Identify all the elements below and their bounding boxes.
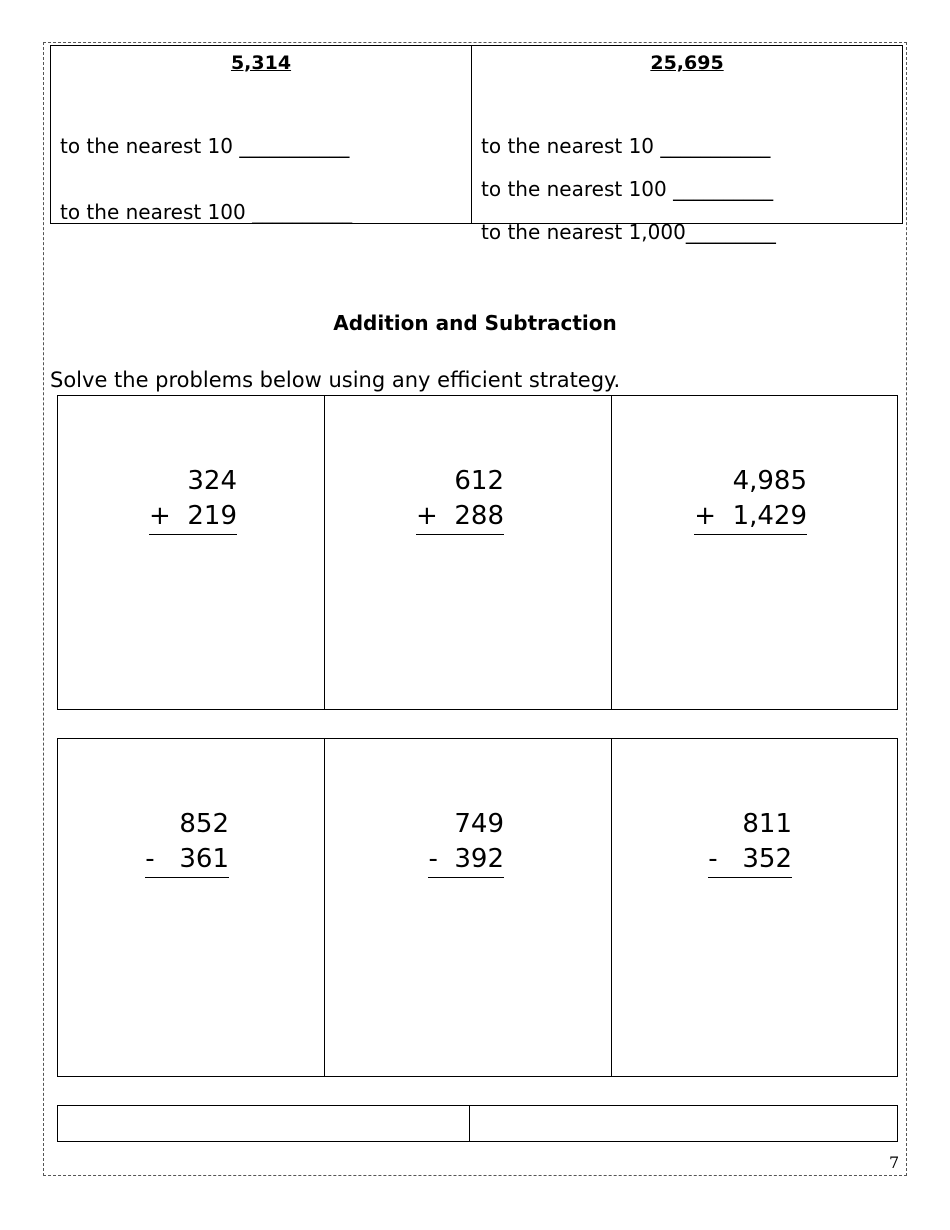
problem-bottom-line: - 392: [428, 842, 504, 878]
addition-problem: [694, 464, 807, 535]
problem-bottom-line: - 361: [145, 842, 229, 878]
rounding-table: [50, 45, 903, 244]
bottom-table-cell[interactable]: [58, 1106, 470, 1141]
rounding-number: 25,695: [650, 52, 724, 74]
problem-cell[interactable]: [58, 396, 325, 709]
subtraction-problem: [428, 807, 504, 878]
rounding-cell-1: [51, 46, 472, 223]
problem-cell[interactable]: [612, 396, 897, 709]
rounding-line-nearest-1000: to the nearest 1,000_________: [481, 220, 776, 244]
problem-top-number: 612: [454, 466, 504, 496]
page-number: 7: [889, 1153, 900, 1172]
subtraction-problem: [708, 807, 792, 878]
bottom-table: [57, 1105, 898, 1142]
rounding-line-nearest-100: to the nearest 100 __________: [481, 177, 774, 201]
problem-cell[interactable]: [612, 739, 897, 1076]
problem-bottom-line: + 1,429: [694, 499, 807, 535]
rounding-line-nearest-100: to the nearest 100 __________: [60, 200, 353, 224]
addition-problem: [149, 464, 237, 535]
problem-bottom-line: + 219: [149, 499, 237, 535]
section-title: Addition and Subtraction: [333, 311, 617, 335]
problem-cell[interactable]: [58, 739, 325, 1076]
rounding-line-nearest-10: to the nearest 10 ___________: [60, 134, 350, 158]
problem-cell[interactable]: [325, 396, 612, 709]
problem-bottom-line: - 352: [708, 842, 792, 878]
problem-top-number: 852: [179, 809, 229, 839]
subtraction-problem: [145, 807, 229, 878]
addition-problem: [416, 464, 504, 535]
bottom-table-cell[interactable]: [470, 1106, 897, 1141]
problem-cell[interactable]: [325, 739, 612, 1076]
rounding-cell-2: [472, 46, 902, 244]
problem-bottom-line: + 288: [416, 499, 504, 535]
problem-top-number: 811: [742, 809, 792, 839]
rounding-line-nearest-10: to the nearest 10 ___________: [481, 134, 771, 158]
problem-top-number: 749: [454, 809, 504, 839]
rounding-number: 5,314: [230, 52, 292, 74]
problem-top-number: 324: [187, 466, 237, 496]
subtraction-grid: [57, 738, 898, 1077]
addition-grid: [57, 395, 898, 710]
instructions: Solve the problems below using any efficient strategy.: [50, 368, 621, 392]
problem-top-number: 4,985: [732, 466, 807, 496]
